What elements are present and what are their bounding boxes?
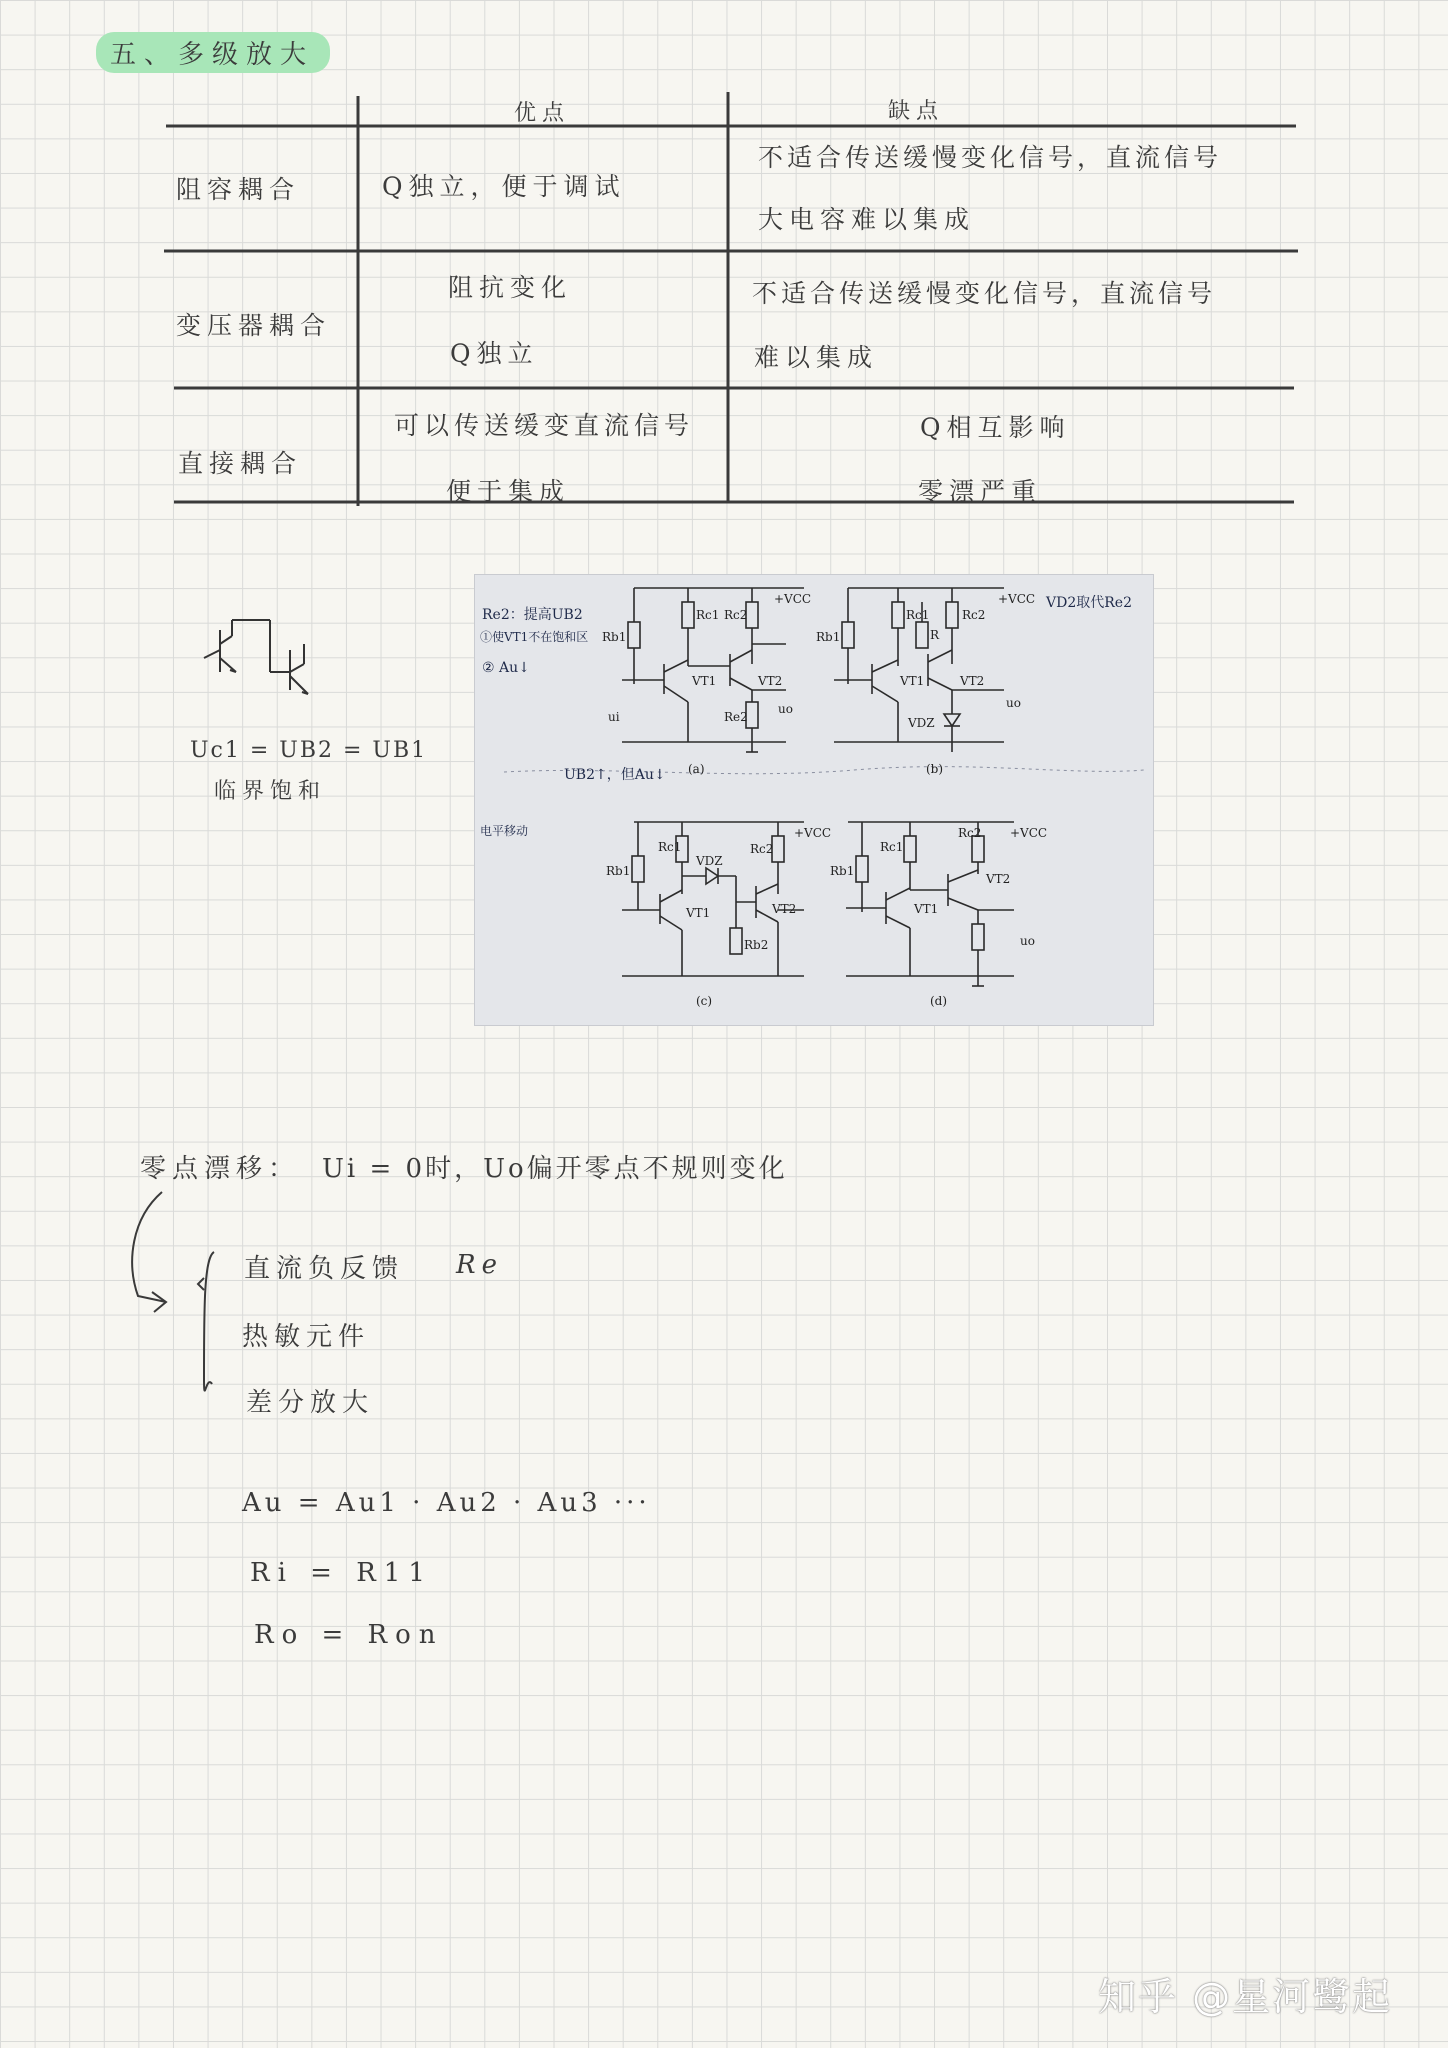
caption-d: (d) [930, 994, 948, 1008]
label-vt1-d: VT1 [914, 902, 939, 916]
label-rb1-b: Rb1 [816, 630, 841, 644]
label-vcc-b: +VCC [998, 592, 1036, 606]
label-vt2-a: VT2 [758, 674, 783, 688]
photo-note-vd2: VD2取代Re2 [1046, 595, 1132, 611]
row-cons-rc-2: 大电容难以集成 [758, 205, 976, 234]
drift-method-2: 热敏元件 [242, 1322, 371, 1352]
circuit-photo [474, 574, 1154, 1026]
section-title: 五、多级放大 [96, 32, 330, 73]
label-uo-b: uo [1006, 696, 1021, 710]
row-pros-transformer-1: 阻抗变化 [448, 273, 573, 302]
row-cons-direct-1: Q相互影响 [920, 413, 1071, 442]
label-vt1-c: VT1 [686, 906, 711, 920]
photo-note-level-shift: 电平移动 [480, 824, 529, 838]
row-cons-rc-1: 不适合传送缓慢变化信号，直流信号 [758, 143, 1223, 172]
drift-method-3: 差分放大 [246, 1388, 375, 1418]
caption-b: (b) [926, 762, 944, 776]
label-rc2-c: Rc2 [750, 842, 774, 856]
drift-heading: 零点漂移： [140, 1154, 301, 1184]
label-vcc-a: +VCC [774, 592, 812, 606]
row-name-rc-coupling: 阻容耦合 [176, 175, 301, 204]
row-pros-rc-1: Q独立，便于调试 [382, 172, 626, 201]
label-vt2-b: VT2 [960, 674, 985, 688]
label-re2-a: Re2 [724, 710, 748, 724]
caption-c: (c) [696, 994, 713, 1008]
photo-note-au: ② Au↓ [482, 660, 530, 676]
drift-definition: Ui = 0时，Uo偏开零点不规则变化 [322, 1154, 788, 1184]
label-uo-d: uo [1020, 934, 1035, 948]
row-name-transformer-coupling: 变压器耦合 [176, 311, 332, 340]
row-cons-transformer-2: 难以集成 [754, 343, 879, 372]
label-rc1-d: Rc1 [880, 840, 904, 854]
row-pros-direct-2: 便于集成 [446, 477, 571, 506]
photo-note-re2: Re2：提高UB2 [482, 607, 583, 623]
label-re2-d: Rc2 [958, 826, 982, 840]
label-vdz-c: VDZ [696, 854, 723, 868]
caption-a: (a) [688, 762, 705, 776]
formula-gain: Au = Au1 · Au2 · Au3 ··· [242, 1488, 651, 1518]
row-pros-transformer-2: Q独立 [450, 339, 539, 368]
photo-note-vt1: ①使VT1不在饱和区 [480, 630, 589, 644]
photo-note-ub2: UB2↑，但Au↓ [564, 767, 666, 783]
label-rc2-a: Rc2 [724, 608, 748, 622]
label-vt2-d: VT2 [986, 872, 1011, 886]
drift-method-1: 直流负反馈 [244, 1254, 405, 1284]
label-rb1-c: Rb1 [606, 864, 631, 878]
formula-output-resistance: Ro = Ron [254, 1620, 444, 1650]
label-rc2-b: Rc2 [962, 608, 986, 622]
sketch-equation: Uc1 = UB2 = UB1 [190, 738, 428, 763]
table-header-cons: 缺点 [888, 99, 945, 124]
table-grid [0, 0, 1448, 520]
table-header-pros: 优点 [514, 101, 571, 126]
label-rb2-c: Rb2 [744, 938, 769, 952]
label-rc1-b: Rc1 [906, 608, 930, 622]
row-name-direct-coupling: 直接耦合 [178, 449, 303, 478]
row-pros-direct-1: 可以传送缓变直流信号 [394, 411, 695, 440]
drift-brackets [124, 1188, 234, 1428]
label-ui-a: ui [608, 710, 620, 724]
label-vdz-b: VDZ [908, 716, 935, 730]
drift-method-note: Re [456, 1250, 503, 1280]
formula-input-resistance: Ri = R11 [250, 1558, 433, 1588]
label-vt1-a: VT1 [692, 674, 717, 688]
label-vt2-c: VT2 [772, 902, 797, 916]
label-r-b: R [930, 628, 940, 642]
watermark: 知乎 @星河鹭起 [1098, 1975, 1393, 2019]
label-vcc-c: +VCC [794, 826, 832, 840]
label-uo-a: uo [778, 702, 793, 716]
label-rb1-d: Rb1 [830, 864, 855, 878]
sketch-caption: 临界饱和 [214, 779, 327, 804]
label-rc1-c: Rc1 [658, 840, 682, 854]
label-vcc-d: +VCC [1010, 826, 1048, 840]
transistor-sketch [190, 610, 350, 706]
row-cons-transformer-1: 不适合传送缓慢变化信号，直流信号 [752, 279, 1217, 308]
label-rc1-a: Rc1 [696, 608, 720, 622]
row-cons-direct-2: 零漂严重 [918, 477, 1043, 506]
label-rb1-a: Rb1 [602, 630, 627, 644]
label-vt1-b: VT1 [900, 674, 925, 688]
